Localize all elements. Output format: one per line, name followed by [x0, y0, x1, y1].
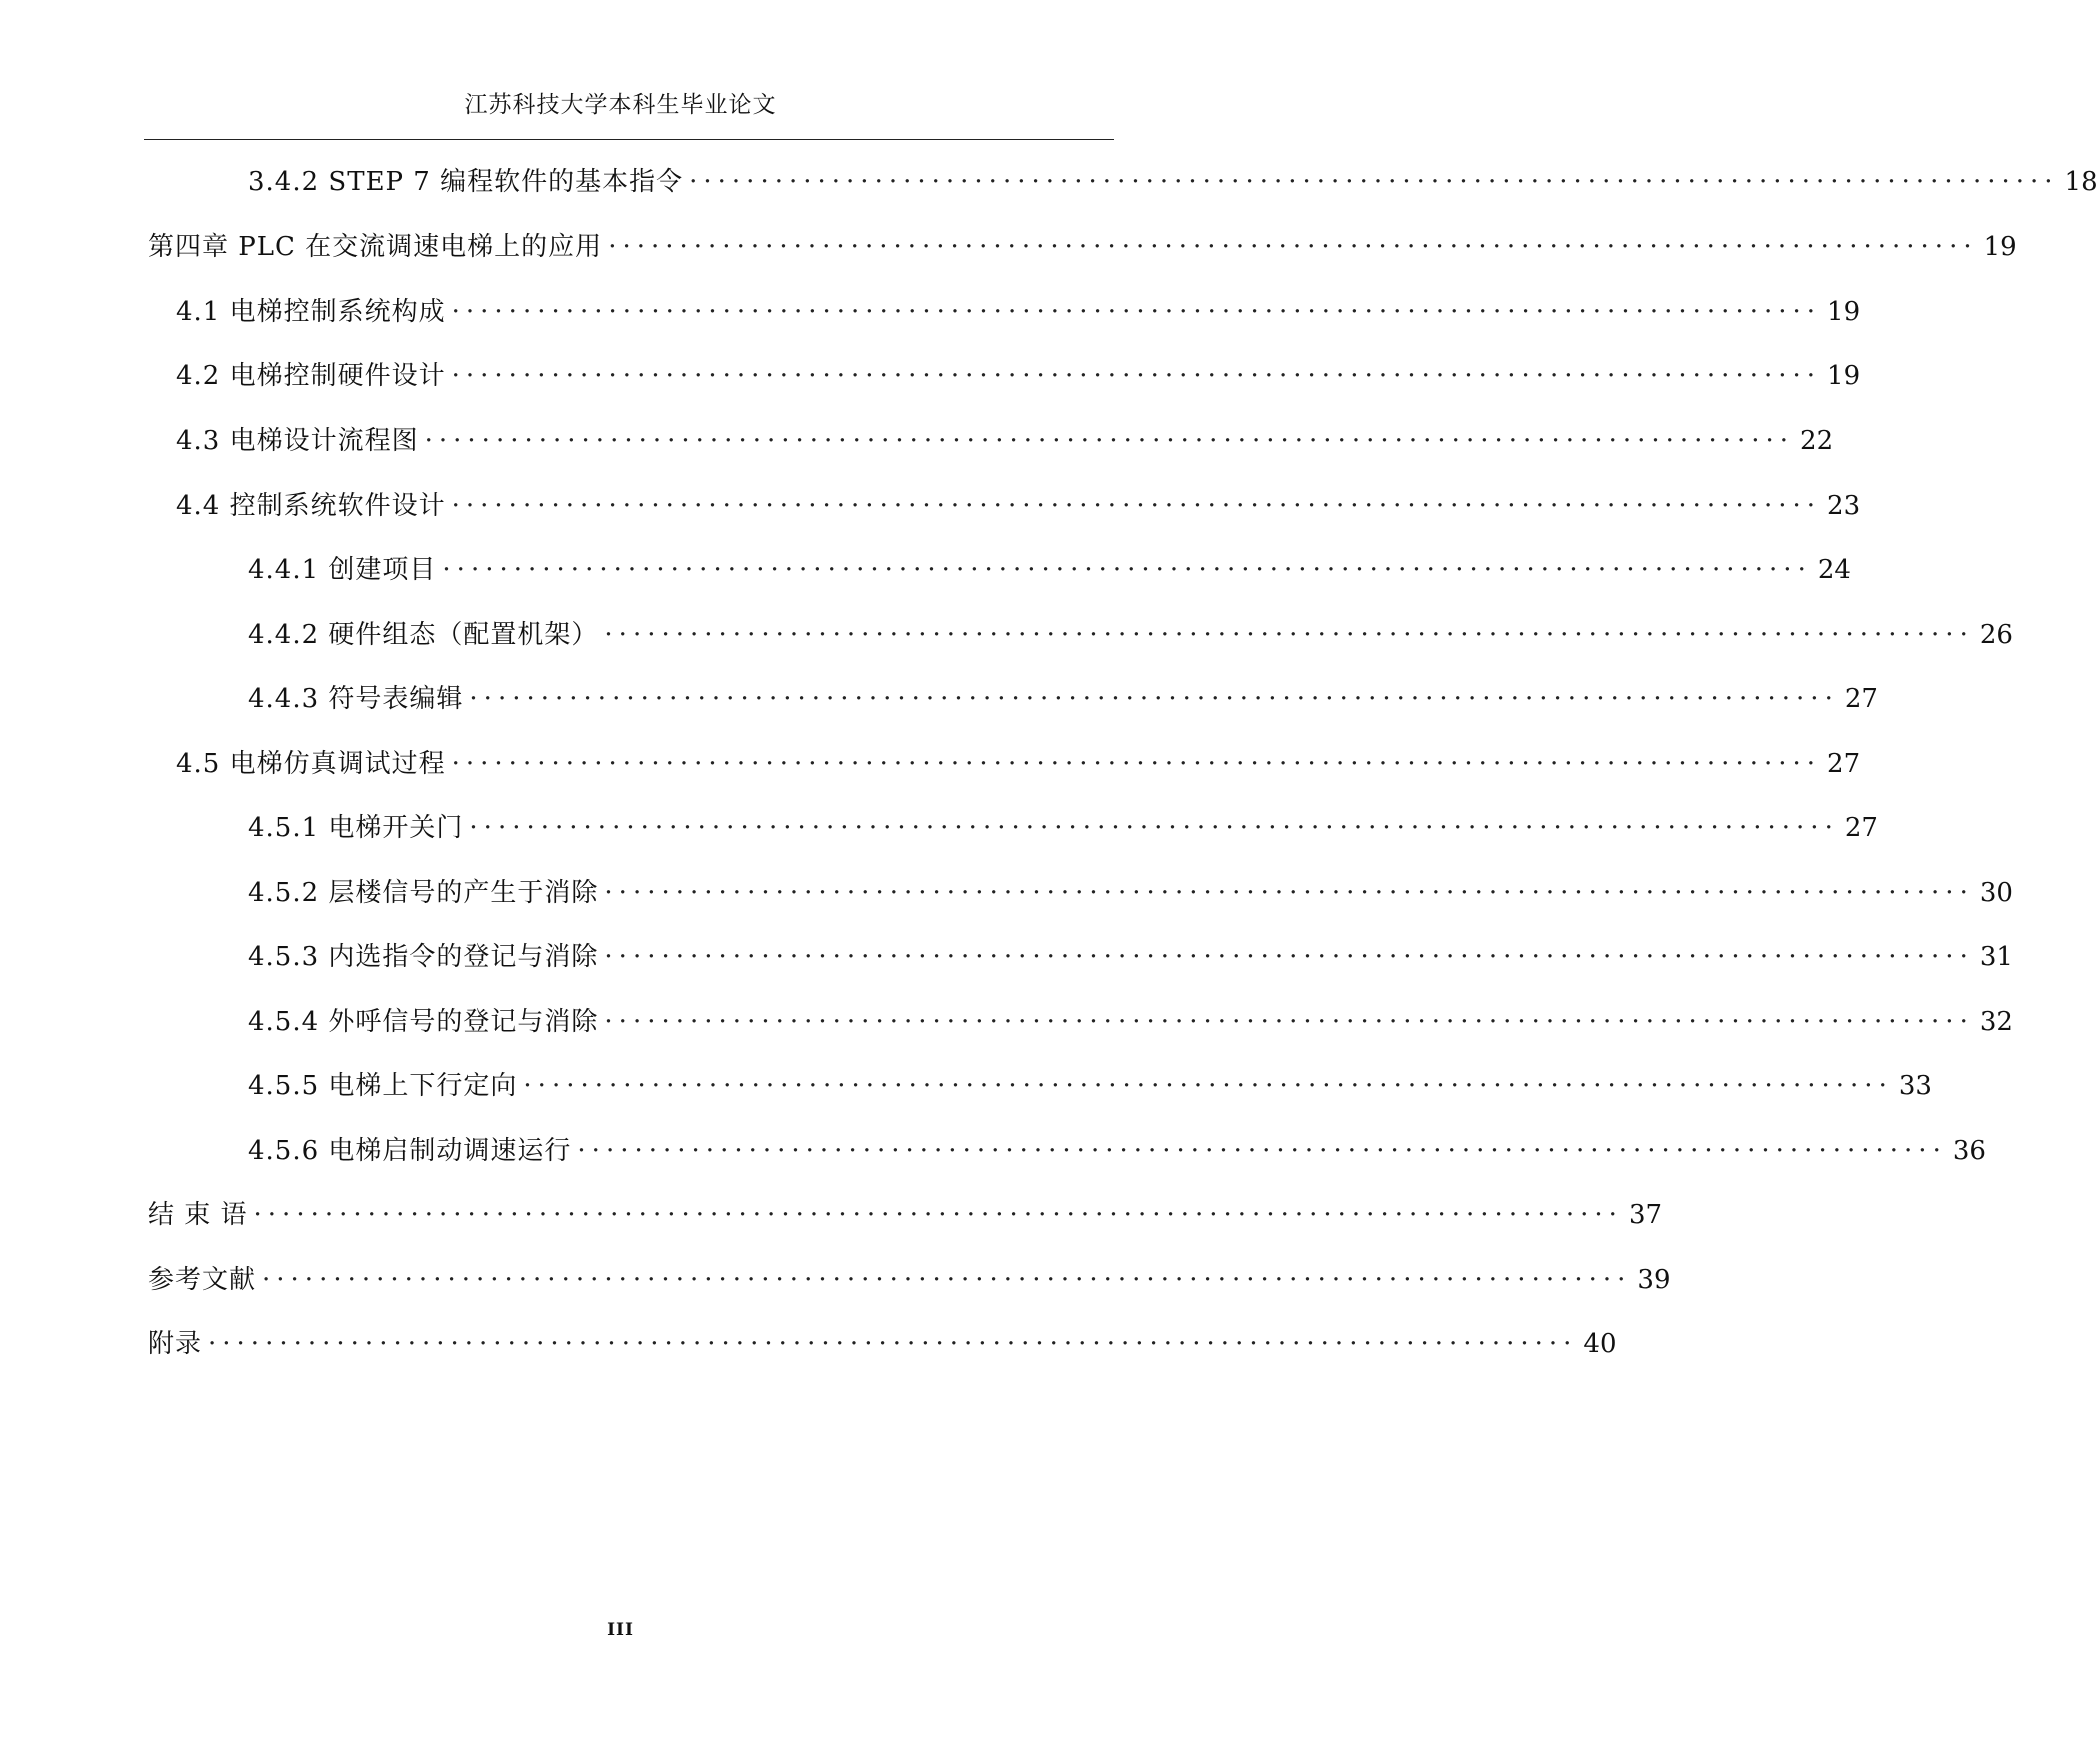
toc-entry-title: 附录: [148, 1329, 203, 1359]
toc-dot-leader: ································································································: [469, 813, 1839, 843]
toc-entry-title: 4.5.2 层楼信号的产生于消除: [248, 878, 599, 908]
toc-entry[interactable]: [148, 1327, 1617, 1361]
toc-dot-leader: ································································································: [523, 1071, 1893, 1101]
toc-entry-title: 4.5.1 电梯开关门: [248, 813, 464, 843]
toc-entry-page: 27: [1844, 684, 1878, 714]
toc-entry[interactable]: [248, 811, 1878, 845]
toc-entry[interactable]: [148, 1198, 1663, 1232]
toc-entry-title: 4.4.2 硬件组态（配置机架）: [248, 620, 599, 650]
toc-dot-leader: ································································································: [424, 426, 1795, 456]
toc-entry-page: 39: [1637, 1265, 1671, 1295]
toc-entry-page: 18: [2064, 167, 2098, 197]
toc-entry-page: 37: [1628, 1200, 1663, 1230]
toc-entry-page: 19: [1983, 232, 2017, 262]
toc-entry-title: 结 束 语: [148, 1200, 248, 1230]
toc-entry[interactable]: [176, 295, 1861, 329]
toc-entry-page: 40: [1583, 1329, 1617, 1359]
toc-entry-title: 4.4 控制系统软件设计: [176, 491, 446, 521]
toc-entry-page: 22: [1800, 426, 1834, 456]
toc-entry[interactable]: [248, 165, 2098, 199]
toc-entry-title: 4.5.3 内选指令的登记与消除: [248, 942, 599, 972]
toc-entry-title: 4.3 电梯设计流程图: [176, 426, 419, 456]
toc-entry-page: 32: [1979, 1007, 2013, 1037]
toc-entry-page: 27: [1827, 749, 1861, 779]
toc-entry[interactable]: [248, 1069, 1932, 1103]
toc-entry-page: 33: [1898, 1071, 1932, 1101]
toc-entry-title: 4.1 电梯控制系统构成: [176, 297, 446, 327]
toc-entry-title: 4.4.3 符号表编辑: [248, 684, 464, 714]
toc-entry-title: 4.4.1 创建项目: [248, 555, 437, 585]
toc-entry-title: 3.4.2 STEP 7 编程软件的基本指令: [248, 167, 684, 197]
toc-entry[interactable]: [148, 1263, 1671, 1297]
toc-dot-leader: ································································································: [577, 1136, 1947, 1166]
toc-entry[interactable]: [248, 553, 1851, 587]
toc-entry-page: 31: [1979, 942, 2013, 972]
toc-entry-page: 26: [1979, 620, 2013, 650]
toc-dot-leader: ································································································: [451, 361, 1822, 391]
toc-entry[interactable]: [248, 1134, 1986, 1168]
toc-dot-leader: ································································································: [208, 1329, 1578, 1359]
page-header-title: 江苏科技大学本科生毕业论文: [464, 92, 777, 118]
toc-dot-leader: ································································································: [604, 620, 1974, 650]
toc-entry[interactable]: [248, 876, 2013, 910]
page-number: III: [607, 1620, 634, 1640]
toc-dot-leader: ································································································: [689, 167, 2059, 197]
toc-entry-page: 23: [1827, 491, 1861, 521]
toc-entry-title: 4.5 电梯仿真调试过程: [176, 749, 446, 779]
toc-entry[interactable]: [248, 940, 2013, 974]
toc-dot-leader: ································································································: [604, 942, 1974, 972]
toc-entry[interactable]: [176, 424, 1834, 458]
toc-entry[interactable]: [176, 489, 1861, 523]
header-divider: [144, 139, 1114, 140]
toc-entry[interactable]: [176, 359, 1861, 393]
toc-entry-title: 4.5.6 电梯启制动调速运行: [248, 1136, 572, 1166]
toc-dot-leader: ································································································: [469, 684, 1839, 714]
toc-dot-leader: ································································································: [451, 297, 1822, 327]
toc-entry[interactable]: [248, 1005, 2013, 1039]
toc-entry-title: 4.5.5 电梯上下行定向: [248, 1071, 518, 1101]
toc-entry[interactable]: [248, 618, 2013, 652]
toc-entry-page: 24: [1817, 555, 1851, 585]
toc-dot-leader: ································································································: [253, 1200, 1623, 1230]
toc-entry-title: 4.5.4 外呼信号的登记与消除: [248, 1007, 599, 1037]
toc-dot-leader: ································································································: [442, 555, 1812, 585]
toc-dot-leader: ································································································: [604, 878, 1974, 908]
toc-entry[interactable]: [148, 230, 2017, 264]
toc-entry[interactable]: [248, 682, 1878, 716]
toc-dot-leader: ································································································: [604, 1007, 1974, 1037]
toc-entry-page: 36: [1952, 1136, 1986, 1166]
toc-entry-page: 19: [1827, 297, 1861, 327]
toc-entry-title: 第四章 PLC 在交流调速电梯上的应用: [148, 232, 603, 262]
toc-entry-title: 参考文献: [148, 1265, 257, 1295]
toc-entry-page: 30: [1979, 878, 2013, 908]
toc-dot-leader: ································································································: [262, 1265, 1632, 1295]
toc-dot-leader: ································································································: [451, 491, 1822, 521]
toc-entry-title: 4.2 电梯控制硬件设计: [176, 361, 446, 391]
toc-entry[interactable]: [176, 747, 1861, 781]
toc-dot-leader: ································································································: [608, 232, 1978, 262]
toc-dot-leader: ································································································: [451, 749, 1822, 779]
toc-entry-page: 27: [1844, 813, 1878, 843]
toc-entry-page: 19: [1827, 361, 1861, 391]
